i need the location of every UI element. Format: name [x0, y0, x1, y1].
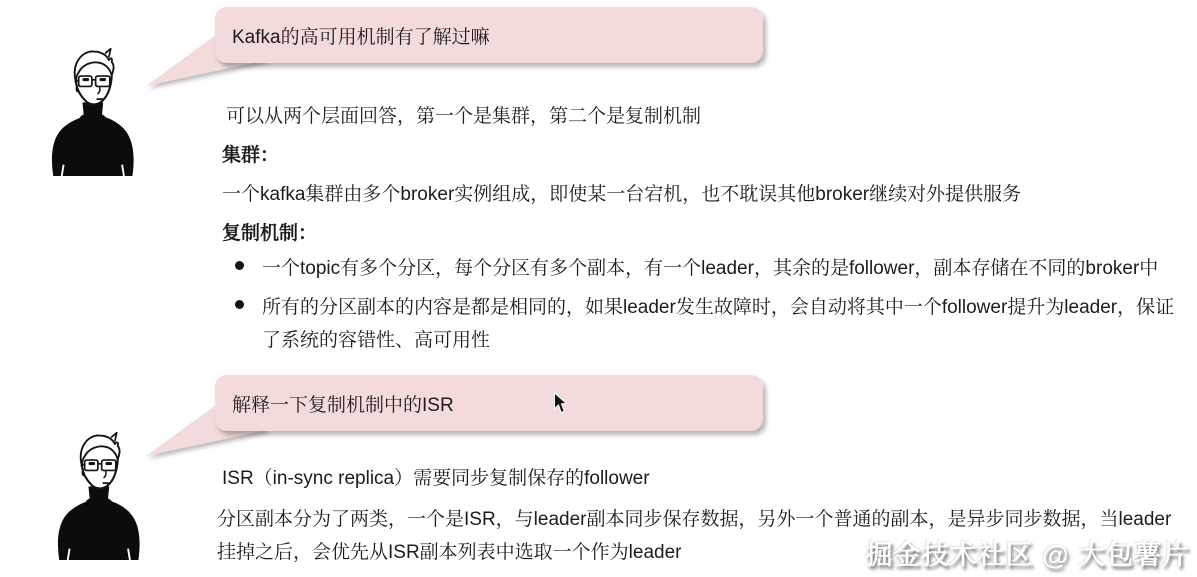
- question-text: 解释一下复制机制中的ISR: [232, 394, 454, 416]
- question-bubble-isr: [215, 375, 763, 431]
- list-item: [235, 252, 1177, 285]
- question-text: Kafka的高可用机制有了解过嘛: [232, 26, 490, 48]
- interviewer-avatar: [48, 428, 144, 560]
- list-item: [235, 291, 1177, 357]
- bullet-icon: [235, 300, 244, 309]
- isr-explanation: 分区副本分为了两类，一个是ISR，与leader副本同步保存数据，另外一个普通的副本，是异步同步数据，当leader挂掉之后，会优先从ISR副本列表中选取一个作为leader: [217, 509, 1172, 563]
- cluster-body: 一个kafka集群由多个broker实例组成，即使某一台宕机，也不耽误其他broker继续对外提供服务: [222, 184, 1022, 205]
- bullet-text: 一个topic有多个分区，每个分区有多个副本，有一个leader，其余的是follower，副本存储在不同的broker中: [262, 258, 1159, 279]
- replication-heading: 复制机制：: [222, 223, 318, 244]
- cluster-heading: 集群：: [222, 145, 280, 166]
- isr-definition: ISR（in-sync replica）需要同步复制保存的follower: [222, 468, 650, 489]
- bullet-icon: [235, 261, 244, 270]
- interviewer-avatar: [42, 44, 138, 176]
- mouse-pointer-icon: [553, 392, 569, 414]
- watermark: 掘金技术社区 @ 大包薯片: [865, 540, 1190, 570]
- bullet-text: 所有的分区副本的内容是都是相同的，如果leader发生故障时，会自动将其中一个follower提升为leader，保证了系统的容错性、高可用性: [262, 297, 1175, 351]
- question-bubble-kafka-ha: [215, 7, 763, 63]
- answer-intro: 可以从两个层面回答，第一个是集群，第二个是复制机制: [226, 106, 702, 127]
